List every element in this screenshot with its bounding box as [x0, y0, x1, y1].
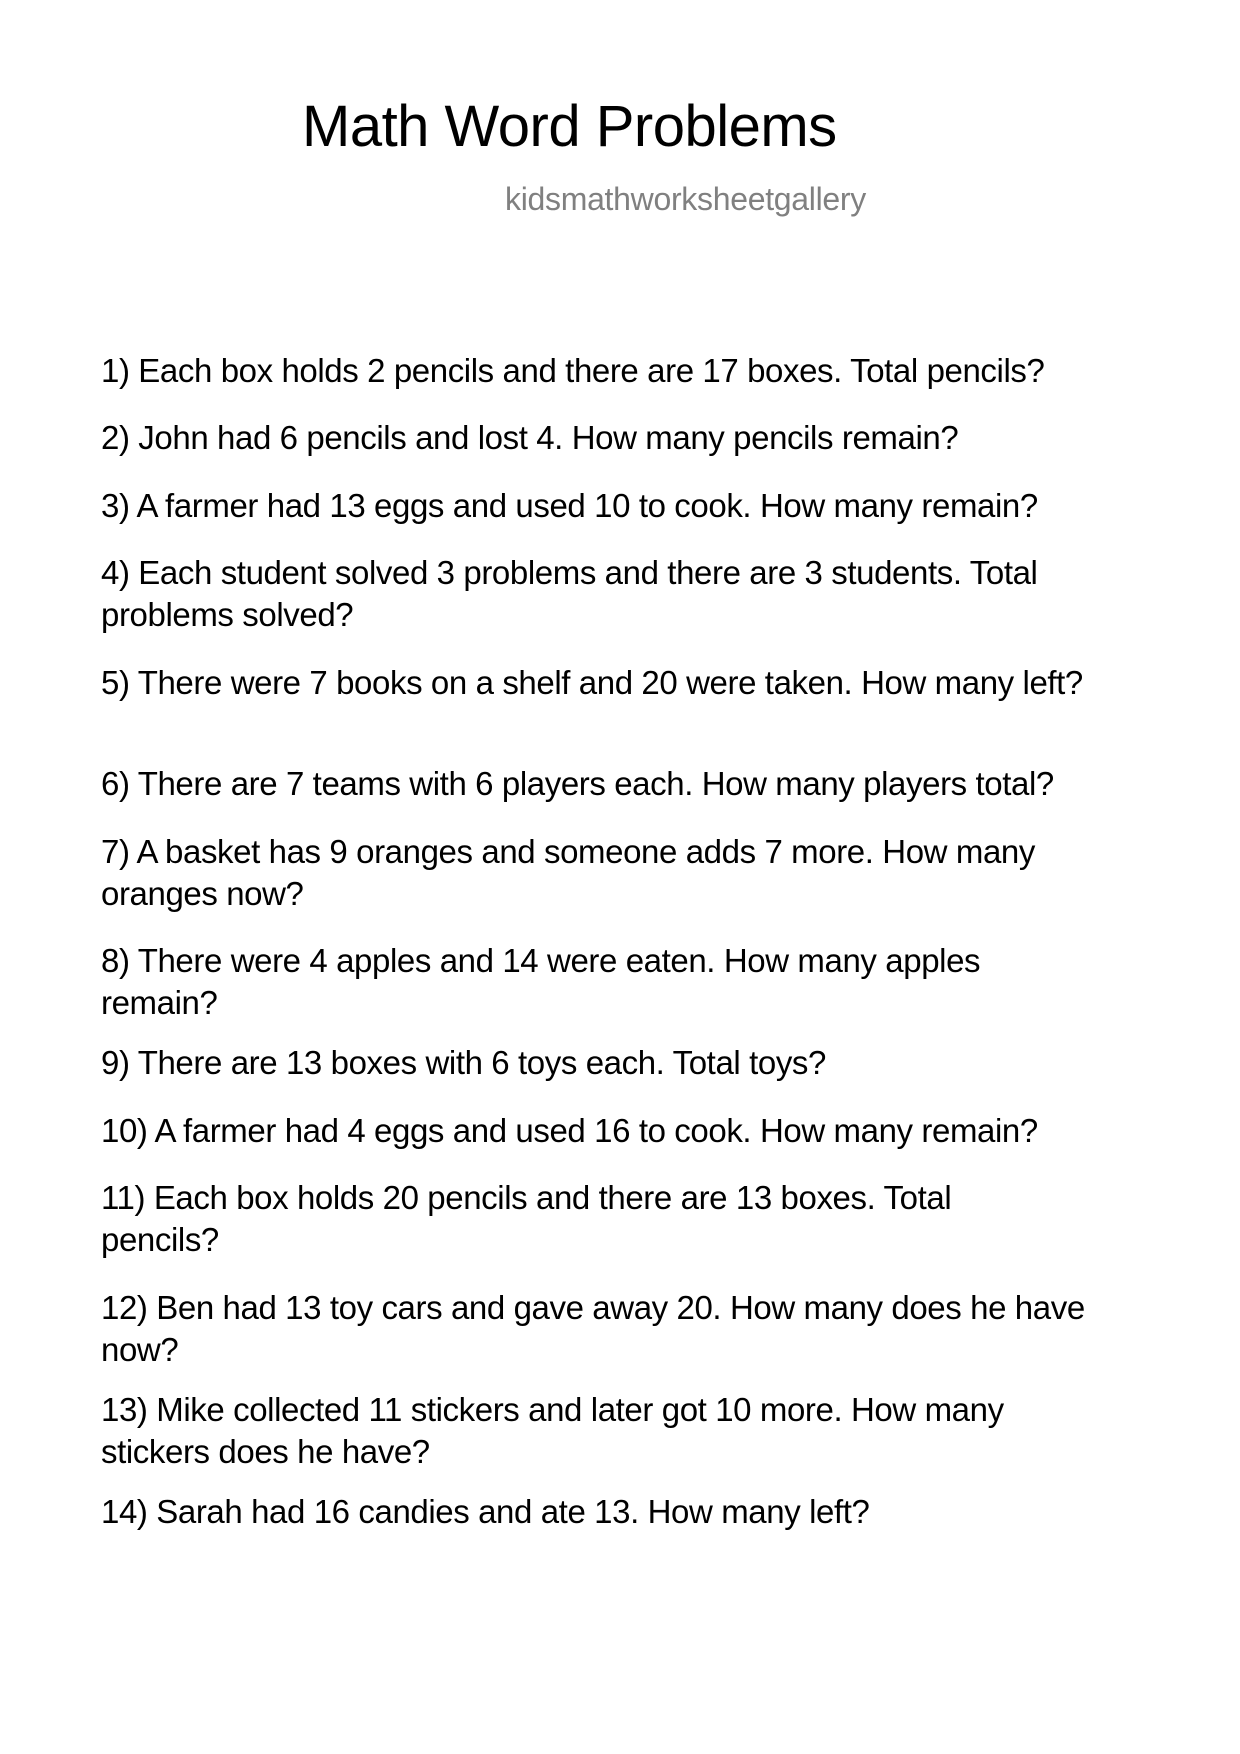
problem-item: 10) A farmer had 4 eggs and used 16 to cook. How many remain? — [101, 1112, 1038, 1149]
problem-item: 11) Each box holds 20 pencils and there are 13 boxes. Total pencils? — [101, 1179, 952, 1258]
worksheet-source: kidsmathworksheetgallery — [505, 181, 866, 217]
problem-item: 9) There are 13 boxes with 6 toys each. Total toys? — [101, 1044, 826, 1081]
problem-item: 7) A basket has 9 oranges and someone adds 7 more. How many oranges now? — [101, 833, 1035, 912]
problem-item: 13) Mike collected 11 stickers and later got 10 more. How many stickers does he have? — [101, 1391, 1004, 1470]
problem-item: 4) Each student solved 3 problems and there are 3 students. Total problems solved? — [101, 554, 1038, 633]
problem-item: 1) Each box holds 2 pencils and there are 17 boxes. Total pencils? — [101, 352, 1045, 389]
problem-item: 12) Ben had 13 toy cars and gave away 20. How many does he have now? — [101, 1289, 1085, 1368]
problem-item: 6) There are 7 teams with 6 players each. How many players total? — [101, 765, 1054, 802]
worksheet-title: Math Word Problems — [302, 94, 837, 159]
problem-item: 14) Sarah had 16 candies and ate 13. How many left? — [101, 1493, 870, 1530]
problem-item: 2) John had 6 pencils and lost 4. How many pencils remain? — [101, 419, 959, 456]
problem-item: 5) There were 7 books on a shelf and 20 were taken. How many left? — [101, 664, 1083, 701]
problem-item: 3) A farmer had 13 eggs and used 10 to cook. How many remain? — [101, 487, 1038, 524]
problem-item: 8) There were 4 apples and 14 were eaten. How many apples remain? — [101, 942, 981, 1021]
